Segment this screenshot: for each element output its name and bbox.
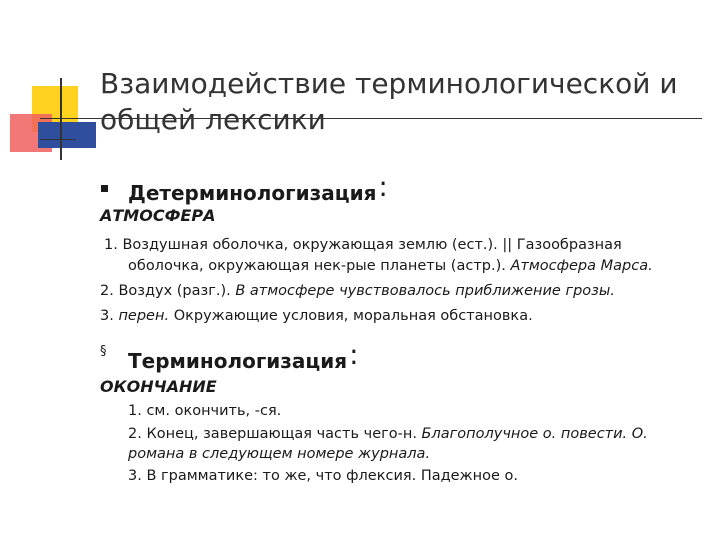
term-atmosfera: АТМОСФЕРА — [100, 206, 216, 225]
definition-2-2b — [128, 444, 430, 464]
section-heading-determinologization: Детерминологизация: — [128, 170, 388, 205]
definition-2-3: 3. В грамматике: то же, что флексия. Падежное о. — [128, 468, 518, 484]
section-heading-terminologization: Терминологизация: — [128, 338, 359, 373]
title-line-2: общей лексики — [100, 103, 326, 136]
definition-2-2a: 2. Конец, завершающая часть чего-н. Благополучное о. повести. О. — [128, 426, 648, 442]
example-novel: романа в следующем номере журнала. — [128, 446, 431, 462]
definition-1a: 1. Воздушная оболочка, окружающая землю (ест.). || Газообразная — [104, 237, 622, 253]
usage-mark-figurative: перен. — [118, 308, 170, 324]
decor-blue-square — [38, 122, 96, 148]
term-okonchanie: ОКОНЧАНИЕ — [100, 377, 217, 396]
definition-1b: оболочка, окружающая нек-рые планеты (астр.). Атмосфера Марса. — [128, 258, 653, 274]
decor-short-rule — [40, 139, 76, 140]
decor-vertical-line — [60, 78, 62, 160]
example-mars: Атмосфера Марса. — [510, 258, 653, 274]
example-storm: В атмосфере чувствовалось приближение грозы. — [235, 283, 615, 299]
title-line-1: Взаимодействие терминологической и — [100, 67, 678, 100]
definition-2: 2. Воздух (разг.). В атмосфере чувствовалось приближение грозы. — [100, 283, 615, 299]
definition-3: 3. перен. Окружающие условия, моральная обстановка. — [100, 308, 533, 324]
bullet-square-icon — [101, 185, 108, 192]
bullet-check-icon: § — [100, 344, 107, 359]
slide-title — [100, 66, 700, 138]
definition-2-1: 1. см. окончить, -ся. — [128, 403, 282, 419]
example-story: Благополучное о. повести. О. — [421, 426, 648, 442]
